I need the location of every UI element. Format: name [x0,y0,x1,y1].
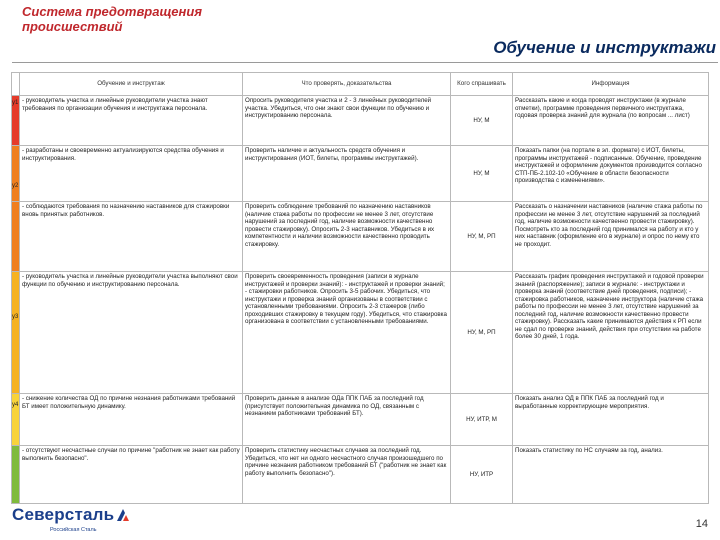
requirements-table [11,72,709,504]
level-bar-5 [12,446,20,504]
check-cell: Проверить своевременность проведения (записи в журнале инструктажей и проверки знаний): - инструктажей и проверки знаний; - стажировки работников. Опросить 3-5 рабочих. Убедиться, что инструктажи и проверка знаний организованы в соответствии с установленными требованиями. Опросить 2-3 стажеров (либо проходивших стажировку в текущем году). Убедиться, что стажировка организована в соответствии с установленными требованиями. [243,272,451,394]
training-cell: - отсутствуют несчастные случаи по причине "работник не знает как работу выполнить безопасно". [20,446,243,504]
table-header-row [12,73,709,96]
training-cell: - руководитель участка и линейные руководители участка знают требования по организации обучения и инструктажа персонала. [20,96,243,146]
table-row [12,446,709,504]
check-cell: Проверить наличие и актуальность средств обучения и инструктирования (ИОТ, билеты, программы инструктажей). [243,146,451,202]
table-row [12,272,709,394]
logo-tagline: Российская Сталь [50,527,97,533]
level-bar-2b [12,202,20,272]
level-bar-3 [12,272,20,394]
who-cell: НУ, М [451,96,513,146]
check-cell: Проверить статистику несчастных случаев за последний год. Убедиться, что нет ни одного несчастного случая произошедшего по причине незнания работником требований БТ ("работник не знает как работу выполнить безопасно"). [243,446,451,504]
who-cell: НУ, М, РП [451,202,513,272]
level-label-4: у4 [12,402,19,408]
table-row [12,96,709,146]
who-cell: НУ, М [451,146,513,202]
check-cell: Проверить соблюдение требований по назначению наставников (наличие стажа работы по профессии не менее 3 лет, отсутствие нарушений за последний год, наличие возможности качественно провести стажировку). Опросить 2-3 наставников. Убедиться в их компетентности и наличии возможности качественно проводить стажировку. [243,202,451,272]
who-cell: НУ, ИТР [451,446,513,504]
who-cell: НУ, ИТР, М [451,394,513,446]
table-row [12,394,709,446]
company-logo [12,505,122,537]
check-cell: Опросить руководителя участка и 2 - 3 линейных руководителей участка. Убедиться, что они знают свои функции по обучению и инструктированию персонала. [243,96,451,146]
level-label-2: у2 [12,183,19,189]
column-header-check: Что проверять, доказательства [243,73,451,96]
column-header-info: Информация [513,73,709,96]
table-row [12,146,709,202]
level-label-1: у1 [12,100,19,106]
table-row [12,202,709,272]
logo-name: Северсталь [12,505,115,524]
info-cell: Показать статистику по НС случаям за год, анализ. [513,446,709,504]
training-cell: - снижение количества ОД по причине незнания работниками требований БТ имеет положительную динамику. [20,394,243,446]
column-header-who: Кого спрашивать [451,73,513,96]
level-bar-2 [12,146,20,202]
training-cell: - разработаны и своевременно актуализируются средства обучения и инструктирования. [20,146,243,202]
column-header-training: Обучение и инструктаж [20,73,243,96]
system-title: Система предотвращения происшествий [22,4,202,34]
level-column-header [12,73,20,96]
check-cell: Проверить данные в анализе ОДа ППК ПАБ за последний год (присутствует положительная динамика по ОД, связанным с незнанием работниками требований БТ). [243,394,451,446]
who-cell: НУ, М, РП [451,272,513,394]
training-cell: - соблюдаются требования по назначению наставников для стажировки вновь принятых работников. [20,202,243,272]
page-number: 14 [695,518,708,530]
training-cell: - руководитель участка и линейные руководители участка выполняют свои функции по обучению и инструктированию персонала. [20,272,243,394]
header-divider [12,62,718,63]
info-cell: Показать анализ ОД в ППК ПАБ за последний год и выработанные корректирующие мероприятия. [513,394,709,446]
page-title: Обучение и инструктажи [493,38,716,57]
info-cell: Показать папки (на портале в эл. формате) с ИОТ, билеты, программы инструктажей - подписанные. Обучение, проведение инструктажей и оформление документов производится согласно СТП-ПБ-2.102-10 «Обучение в области безопасности производства с изменениями». [513,146,709,202]
logo-mark-icon [116,507,130,523]
info-cell: Рассказать о назначении наставников (наличие стажа работы по профессии не менее 3 лет, отсутствие нарушений за последний год, наличие возможности качественно провести стажировку). Посмотреть кто за последний год принимался на работу и кто у них наставник (оформление его в журнале) и опрос по нему кто не проходит. [513,202,709,272]
level-label-3: у3 [12,314,19,320]
info-cell: Рассказать какие и когда проводят инструктажи (в журнале отметки), программе проведения первичного инструктажа, годовая проверка знаний для журнала (по вопросам ... лист) [513,96,709,146]
info-cell: Рассказать график проведения инструктажей и годовой проверки знаний (распоряжение); записи в журнале: - инструктажи и проверка знаний (соответствие дней проведения, подписи); - стажировка работников, назначение инструктора (наличие стажа работы по профессии не менее 3 лет, отсутствие нарушений за последний год, наличие возможности качественно провести стажировку). Рассказать какие принимаются действия к РП если не сдал по проверке знаний, действия при отсутствии на работе более 30 дней, 1 года. [513,272,709,394]
